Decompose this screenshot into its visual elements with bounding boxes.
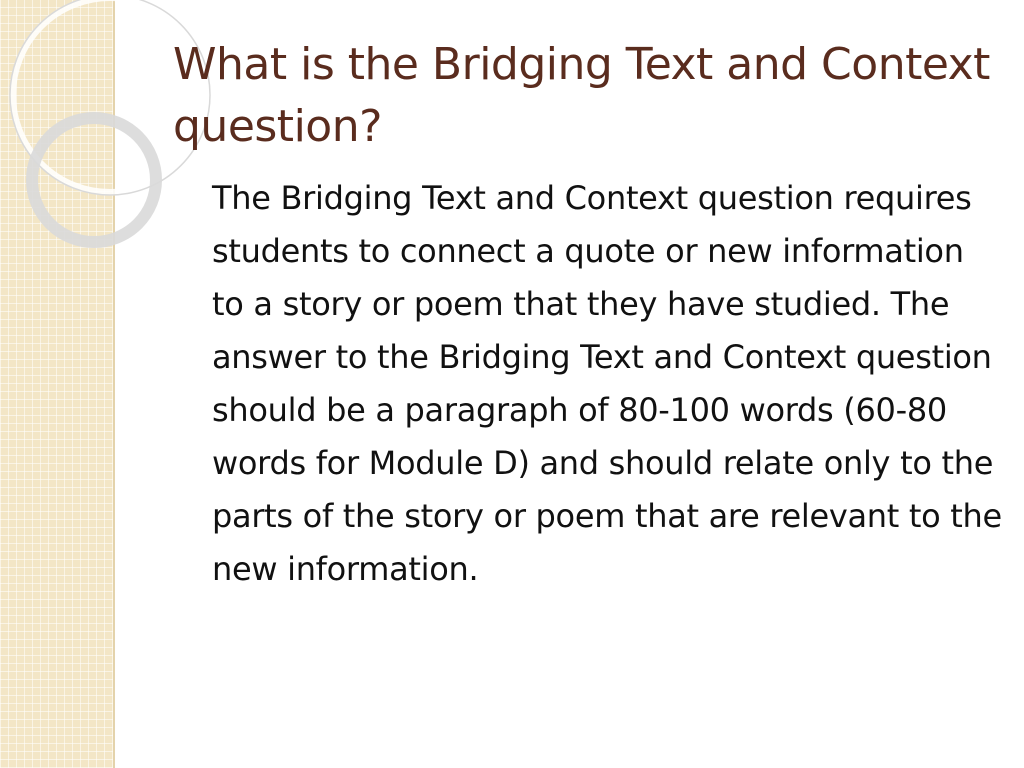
slide-title: What is the Bridging Text and Context question? bbox=[173, 39, 990, 152]
slide-body-text: The Bridging Text and Context question requires students to connect a quote or new information to a story or poem that they have studied. The answer to the Bridging Text and Context question should be a paragraph of 80-100 words (60-80 words for Module D) and should relate only to the parts of the story or poem that are relevant to the new information. bbox=[212, 179, 1002, 588]
decorative-ring-small bbox=[32, 118, 156, 242]
